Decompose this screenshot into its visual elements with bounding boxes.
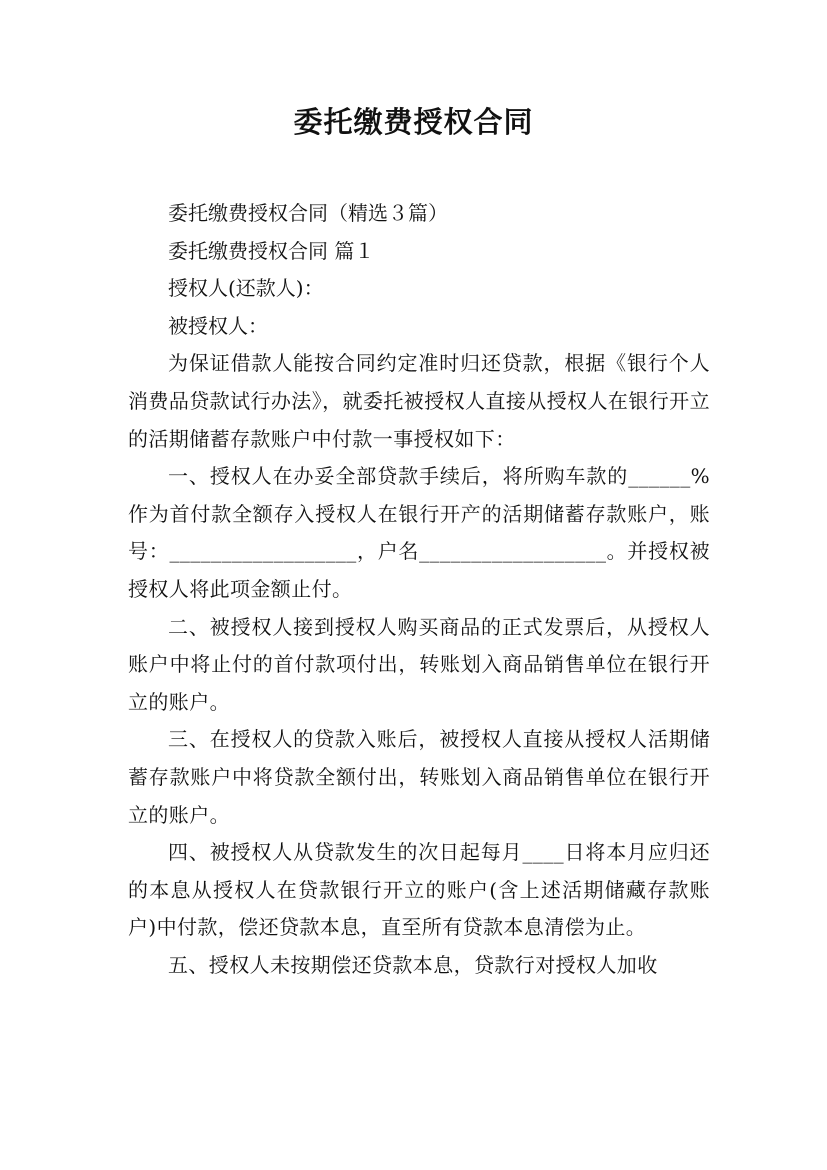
clause-3: 三、在授权人的贷款入账后，被授权人直接从授权人活期储蓄存款账户中将贷款全额付出，转账划入商品销售单位在银行开立的账户。 (128, 727, 710, 827)
clause-4: 四、被授权人从贷款发生的次日起每月____日将本月应归还的本息从授权人在贷款银行开立的账户(含上述活期储藏存款账户)中付款，偿还贷款本息，直至所有贷款本息清偿为止。 (128, 840, 710, 940)
authorized-party-field: 被授权人： (168, 313, 268, 338)
subtitle-line: 委托缴费授权合同（精选３篇） (168, 201, 448, 225)
authorizer-field: 授权人(还款人)： (168, 276, 324, 301)
section-heading: 委托缴费授权合同 篇１ (168, 238, 375, 263)
clause-2: 二、被授权人接到授权人购买商品的正式发票后，从授权人账户中将止付的首付款项付出，转账划入商品销售单位在银行开立的账户。 (128, 614, 710, 714)
intro-paragraph: 为保证借款人能按合同约定准时归还贷款，根据《银行个人消费品贷款试行办法》，就委托被授权人直接从授权人在银行开立的活期储蓄存款账户中付款一事授权如下： (128, 351, 710, 451)
clause-1: 一、授权人在办妥全部贷款手续后，将所购车款的______%作为首付款全额存入授权人在银行开产的活期储蓄存款账户，账号：__________________，户名__________________。并授权被授权人将此项金额止付。 (128, 464, 710, 601)
document-body (128, 195, 710, 984)
document-title: 委托缴费授权合同 (293, 105, 534, 139)
clause-5: 五、授权人未按期偿还贷款本息，贷款行对授权人加收 (168, 952, 658, 977)
